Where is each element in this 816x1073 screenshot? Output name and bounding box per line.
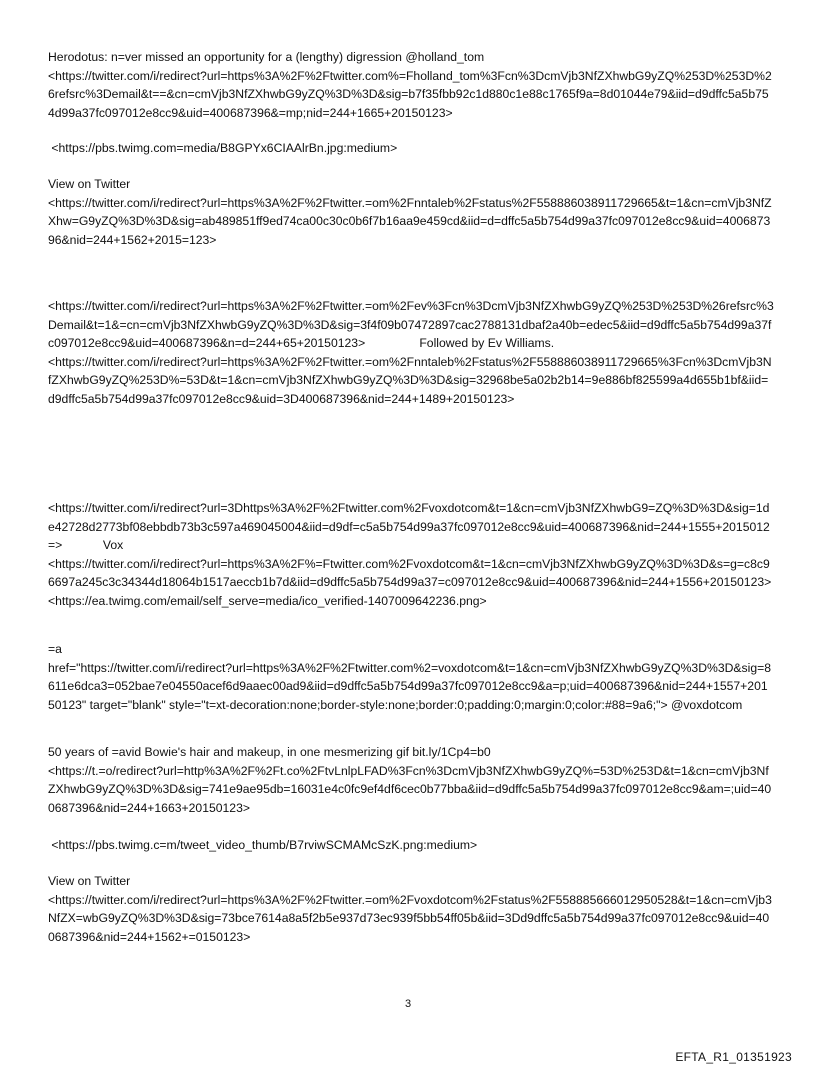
page-number: 3 (404, 998, 412, 1010)
email-paragraph-bowie: 50 years of =avid Bowie's hair and makeup, in one mesmerizing gif bit.ly/1Cp4=b0 <https://t.=o/redirect?url=http%3A%2F%2Ft.co%2FtvLnlpLFAD%3Fcn%3DcmVjb3NfZXhwbG9yZQ%=53D%253D&t=1&cn=cmVjb3NfZXhwbG9yZQ%3D%3D&sig=741e9ae95db=16031e4c0fc9ef4df6cec0b77bba&iid=d9dffc5a5b754d99a37fc097012e8cc9&am=;uid=400687396&nid=244+1663+20150123> (48, 745, 772, 815)
email-paragraph-herodotus: Herodotus: n=ver missed an opportunity for a (lengthy) digression @holland_tom <https://twitter.com/i/redirect?url=https%3A%2F%2Ftwitter.com%=Fholland_tom%3Fcn%3DcmVjb3NfZXhwbG9yZQ%253D%253D%26refsrc%3Demail&t==&cn=cmVjb3NfZXhwbG9yZQ%3D%3D&sig=b7f35fbb92c1d880c1e88c1765f9a=8d01044e79&iid=d9dffc5a5b754d99a37fc097012e8cc9&uid=400687396&=mp;nid=244+1665+20150123> (48, 50, 772, 120)
email-paragraph-view-on-twitter-2: View on Twitter <https://twitter.com/i/redirect?url=https%3A%2F%2Ftwitter.=om%2Fvoxdotcom%2Fstatus%2F558885666012950528&t=1&cn=cmVjb3NfZX=wbG9yZQ%3D%3D&sig=73bce7614a8a5f2b5e937d73ec939f5bb54ff05b&iid=3Dd9dffc5a5b754d99a37fc097012e8cc9&uid=400687396&nid=244+1562+=0150123> (48, 874, 772, 944)
email-paragraph-image-link-2: <https://pbs.twimg.c=m/tweet_video_thumb/B7rviwSCMAMcSzK.png:medium> (48, 838, 478, 852)
email-paragraph-view-on-twitter-1: View on Twitter <https://twitter.com/i/redirect?url=https%3A%2F%2Ftwitter.=om%2Fnntaleb%2Fstatus%2F558886038911729665&t=1&cn=cmVjb3NfZXhw=G9yZQ%3D%3D&sig=ab489851ff9ed74ca00c30c0b6f7b16aa9e459cd&iid=d=dffc5a5b754d99a37fc097012e8cc9&uid=400687396&nid=244+1562+2015=123> (48, 177, 772, 247)
email-paragraph-followed-by: <https://twitter.com/i/redirect?url=https%3A%2F%2Ftwitter.=om%2Fev%3Fcn%3DcmVjb3NfZXhwbG9yZQ%253D%253D%26refsrc%3Demail&t=1&=cn=cmVjb3NfZXhwbG9yZQ%3D%3D&sig=3f4f09b07472897cac2788131dbaf2a40b=edec5&iid=d9dffc5a5b754d99a37fc097012e8cc9&uid=400687396&n=d=244+65+20150123> Followed by Ev Williams. <https://twitter.com/i/redirect?url=https%3A%2F%2Ftwitter.=om%2Fnntaleb%2Fstatus%2F558886038911729665%3Fcn%3DcmVjb3NfZXhwbG9yZQ%253D%=53D&t=1&cn=cmVjb3NfZXhwbG9yZQ%3D%3D&sig=32968be5a02b2b14=9e886bf825599a4d655b1bf&iid=d9dffc5a5b754d99a37fc097012e8cc9&uid=3D400687396&nid=244+1489+20150123> (48, 299, 774, 406)
email-paragraph-href: =a href="https://twitter.com/i/redirect?url=https%3A%2F%2Ftwitter.com%2=voxdotcom&t=1&cn=cmVjb3NfZXhwbG9yZQ%3D%3D&sig=8611e6dca3=052bae7e04550acef6d9aaec00ad9&iid=d9dffc5a5b754d99a37fc097012e8cc9&a=p;uid=400687396&nid=244+1557+20150123" target="blank" style="t=xt-decoration:none;border-style:none;border:0;padding:0;margin:0;color:#88=9a6;"> @voxdotcom (48, 642, 772, 712)
email-paragraph-vox: <https://twitter.com/i/redirect?url=3Dhttps%3A%2F%2Ftwitter.com%2Fvoxdotcom&t=1&cn=cmVjb3NfZXhwbG9=ZQ%3D%3D&sig=1de42728d2773bf08ebbdb73b3c597a469045004&iid=d9df=c5a5b754d99a37fc097012e8cc9&uid=400687396&nid=244+1555+2015012=> Vox <https://twitter.com/i/redirect?url=https%3A%2F%=Ftwitter.com%2Fvoxdotcom&t=1&cn=cmVjb3NfZXhwbG9yZQ%3D%3D&s=g=c8c96697a245c3c34344d18064b1517aeccb1b7d&iid=d9dffc5a5b754d99a37=c097012e8cc9&uid=400687396&nid=244+1556+20150123> <https://ea.twimg.com/email/self_serve=media/ico_verified-1407009642236.png> (48, 501, 772, 608)
email-paragraph-image-link-1: <https://pbs.twimg.com=media/B8GPYx6CIAAlrBn.jpg:medium> (48, 141, 398, 155)
document-id-footer: EFTA_R1_01351923 (675, 1050, 792, 1064)
